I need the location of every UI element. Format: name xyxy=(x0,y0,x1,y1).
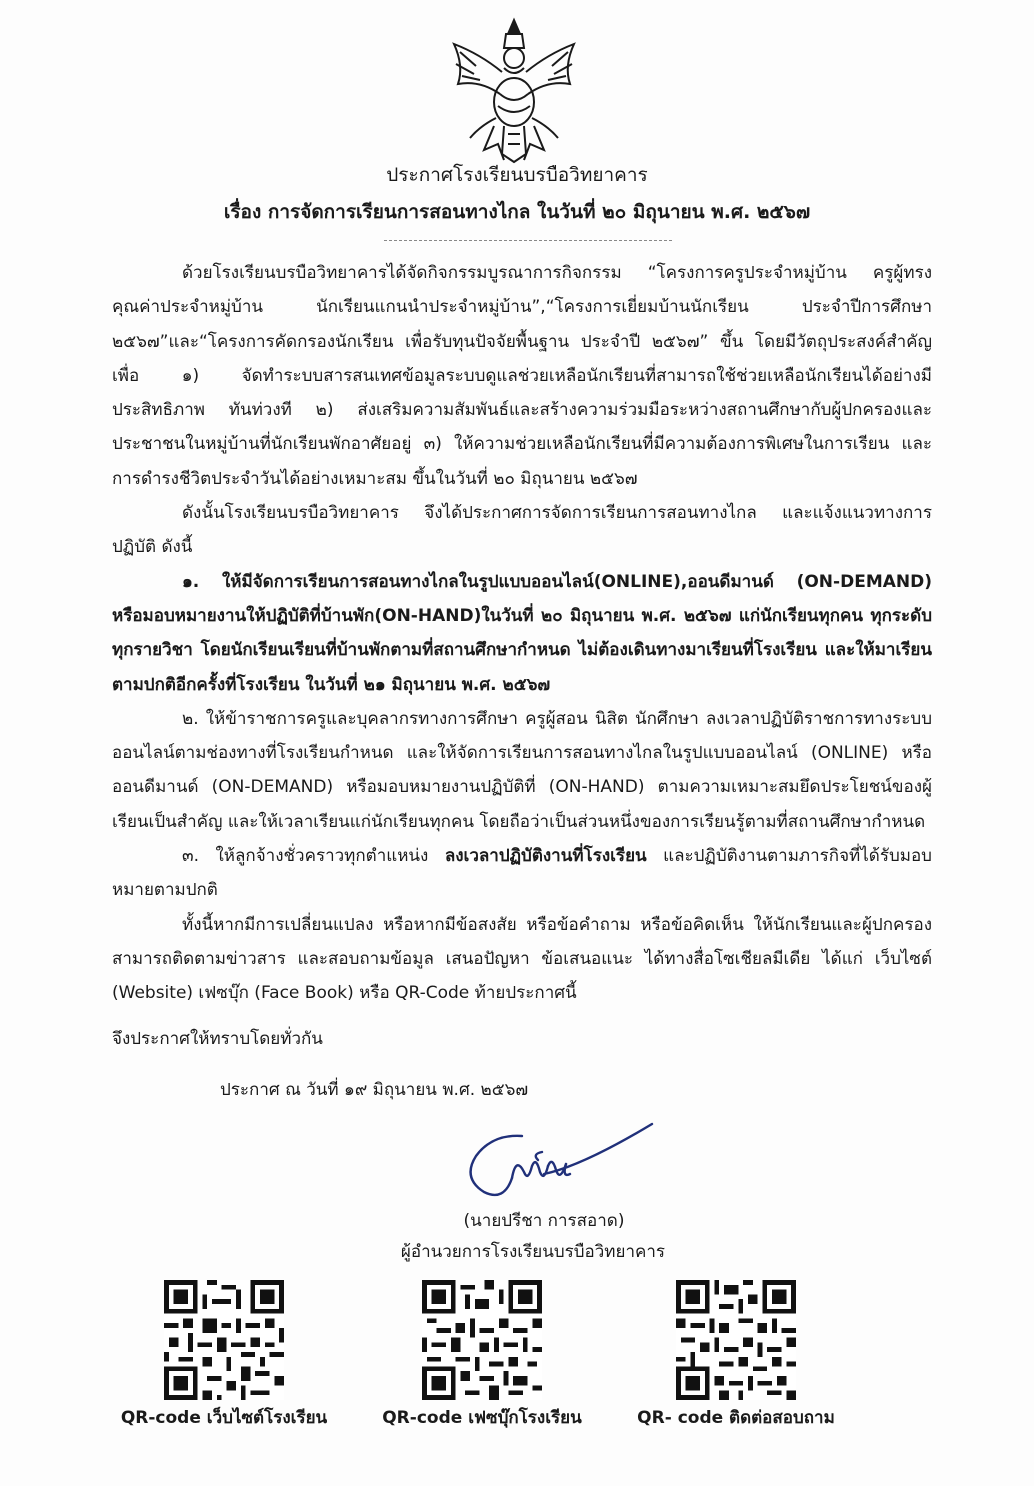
qr-website[interactable] xyxy=(104,1280,344,1431)
garuda-emblem-icon xyxy=(440,14,588,164)
qr-code-icon xyxy=(164,1280,284,1400)
qr-contact-caption: QR- code ติดต่อสอบถาม xyxy=(637,1408,835,1428)
handwritten-signature-icon xyxy=(452,1116,662,1212)
item-3-text-after: และปฏิบัติงานตามภารกิจที่ได้รับมอบหมายตามปกติ xyxy=(112,846,932,901)
item-3-text: ๓. ให้ลูกจ้างชั่วคราวทุกตำแหน่ง xyxy=(182,846,445,867)
item-2-paragraph: ๒. ให้ข้าราชการครูและบุคลากรทางการศึกษา ครูผู้สอน นิสิต นักศึกษา ลงเวลาปฏิบัติราชการทางระบบออนไลน์ตามช่องทางที่โรงเรียนกำหนด และให้จัดการเรียนการสอนทางไกลในรูปแบบออนไลน์ (ONLINE) หรือออนดีมานด์ (ON-DEMAND) หรือมอบหมายงานปฏิบัติที่ (ON-HAND) ตามความเหมาะสมยึดประโยชน์ของผู้เรียนเป็นสำคัญ และให้เวลาเรียนแก่นักเรียนทุกคน โดยถือว่าเป็นส่วนหนึ่งของการเรียนรู้ตามที่สถานศึกษากำหนด xyxy=(112,708,932,832)
signer-title: ผู้อำนวยการโรงเรียนบรบือวิทยาคาร xyxy=(400,1242,666,1262)
intro-paragraph: ด้วยโรงเรียนบรบือวิทยาคารได้จัดกิจกรรมบูรณาการกิจกรรม “โครงการครูประจำหมู่บ้าน ครูผู้ทรงคุณค่าประจำหมู่บ้าน นักเรียนแกนนำประจำหมู่บ้าน”,“โครงการเยี่ยมบ้านนักเรียน ประจำปีการศึกษา ๒๕๖๗”และ“โครงการคัดกรองนักเรียน เพื่อรับทุนปัจจัยพื้นฐาน ประจำปี ๒๕๖๗” ขึ้น โดยมีวัตถุประสงค์สำคัญ เพื่อ ๑) จัดทำระบบสารสนเทศข้อมูลระบบดูแลช่วยเหลือนักเรียนที่สามารถใช้ช่วยเหลือนักเรียนได้อย่างมีประสิทธิภาพ ทันท่วงที ๒) ส่งเสริมความสัมพันธ์และสร้างความร่วมมือระหว่างสถานศึกษากับผู้ปกครองและประชาชนในหมู่บ้านที่นักเรียนพักอาศัยอยู่ ๓) ให้ความช่วยเหลือนักเรียนที่มีความต้องการพิเศษในการเรียน และการดำรงชีวิตประจำวันได้อย่างเหมาะสม ขึ้นในวันที่ ๒๐ มิถุนายน ๒๕๖๗ xyxy=(112,263,932,489)
item-3-emphasis: ลงเวลาปฏิบัติงานที่โรงเรียน xyxy=(444,846,647,867)
qr-facebook-caption: QR-code เฟซบุ๊กโรงเรียน xyxy=(382,1408,582,1428)
announcement-subject: เรื่อง การจัดการเรียนการสอนทางไกล ในวันที่ ๒๐ มิถุนายน พ.ศ. ๒๕๖๗ xyxy=(223,201,811,223)
qr-code-icon xyxy=(676,1280,796,1400)
divider xyxy=(384,240,672,241)
signer-name: (นายปรีชา การสอาด) xyxy=(463,1211,625,1231)
therefore-paragraph: ดังนั้นโรงเรียนบรบือวิทยาคาร จึงได้ประกาศการจัดการเรียนการสอนทางไกล และแจ้งแนวทางการปฏิบัติ ดังนี้ xyxy=(112,503,932,558)
qr-contact[interactable] xyxy=(616,1280,856,1431)
closing-announcement: จึงประกาศให้ทราบโดยทั่วกัน xyxy=(112,1029,323,1049)
qr-code-icon xyxy=(422,1280,542,1400)
qr-website-caption: QR-code เว็บไซต์โรงเรียน xyxy=(120,1408,328,1428)
announcement-body xyxy=(112,256,932,1011)
qr-facebook[interactable] xyxy=(362,1280,602,1431)
item-3-paragraph xyxy=(112,839,932,908)
item-1-paragraph: ๑. ให้มีจัดการเรียนการสอนทางไกลในรูปแบบออนไลน์(ONLINE),ออนดีมานด์ (ON-DEMAND) หรือมอบหมายงานให้ปฏิบัติที่บ้านพัก(ON-HAND)ในวันที่ ๒๐ มิถุนายน พ.ศ. ๒๕๖๗ แก่นักเรียนทุกคน ทุกระดับ ทุกรายวิชา โดยนักเรียนเรียนที่บ้านพักตามที่สถานศึกษากำหนด ไม่ต้องเดินทางมาเรียนที่โรงเรียน และให้มาเรียนตามปกติอีกครั้งที่โรงเรียน ในวันที่ ๒๑ มิถุนายน พ.ศ. ๒๕๖๗ xyxy=(112,571,932,695)
announcement-title: ประกาศโรงเรียนบรบือวิทยาคาร xyxy=(386,164,648,186)
contact-paragraph: ทั้งนี้หากมีการเปลี่ยนแปลง หรือหากมีข้อสงสัย หรือข้อคำถาม หรือข้อคิดเห็น ให้นักเรียนและผู้ปกครอง สามารถติดตามข่าวสาร และสอบถามข้อมูล เสนอปัญหา ข้อเสนอแนะ ได้ทางสื่อโซเชียลมีเดีย ได้แก่ เว็บไซต์ (Website) เฟซบุ๊ก (Face Book) หรือ QR-Code ท้ายประกาศนี้ xyxy=(112,914,932,1004)
announcement-date: ประกาศ ณ วันที่ ๑๙ มิถุนายน พ.ศ. ๒๕๖๗ xyxy=(220,1080,529,1100)
